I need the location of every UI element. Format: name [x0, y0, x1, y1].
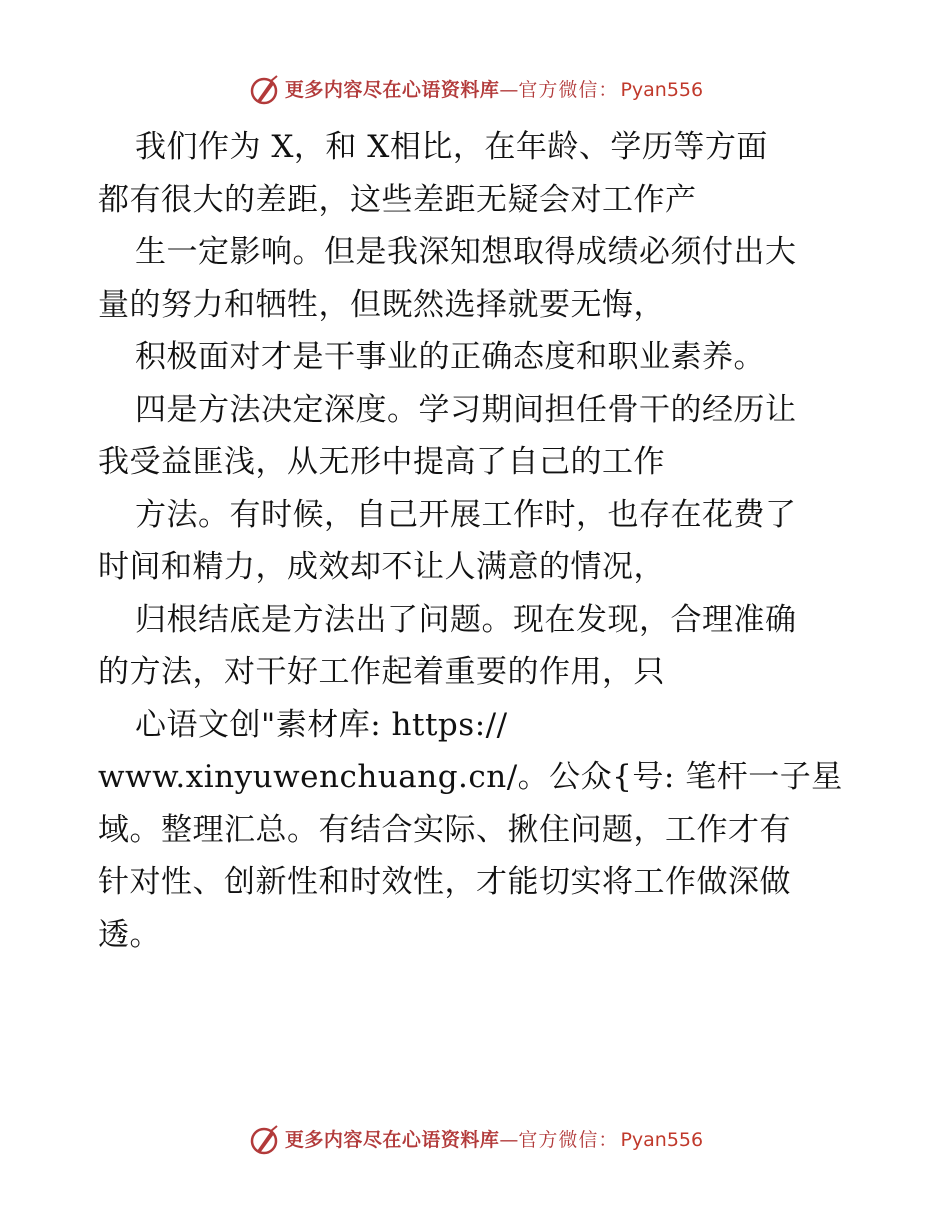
body-line: 我受益匪浅，从无形中提高了自己的工作 — [98, 444, 665, 480]
footer-banner-wechat-id: Pyan556 — [620, 1129, 704, 1151]
header-banner-separator: — — [499, 79, 519, 101]
body-line: 时间和精力，成效却不让人满意的情况， — [98, 549, 665, 585]
body-line: 的方法，对干好工作起着重要的作用，只 — [98, 654, 665, 690]
footer-banner-wechat-label: 官方微信： — [518, 1129, 619, 1151]
body-line: www.xinyuwenchuang.cn/。公众{号: 笔杆一子星 — [98, 759, 843, 795]
body-line: 域。整理汇总。有结合实际、揪住问题，工作才有 — [98, 811, 791, 848]
body-line: 四是方法决定深度。学习期间担任骨干的经历让 — [135, 391, 797, 428]
document-body — [98, 121, 858, 961]
header-banner-main-text: 更多内容尽在心语资料库 — [284, 79, 500, 101]
body-line: 量的努力和牺牲，但既然选择就要无悔， — [98, 286, 665, 323]
quill-pen-logo-icon — [247, 1123, 281, 1157]
body-line: 都有很大的差距，这些差距无疑会对工作产 — [98, 181, 697, 218]
body-line: 针对性、创新性和时效性，才能切实将工作做深做 — [98, 864, 791, 900]
header-banner-wechat-label: 官方微信： — [518, 79, 619, 101]
footer-banner — [0, 1120, 950, 1160]
body-line: 方法。有时候，自己开展工作时，也存在花费了 — [135, 496, 797, 533]
body-line: 心语文创"素材库: https:// — [135, 706, 508, 743]
body-line: 透。 — [98, 916, 161, 953]
body-line: 生一定影响。但是我深知想取得成绩必须付出大 — [135, 234, 797, 270]
footer-banner-separator: — — [499, 1129, 519, 1151]
body-line: 我们作为 X，和 X相比，在年龄、学历等方面 — [135, 129, 768, 165]
body-line: 归根结底是方法出了问题。现在发现，合理准确 — [135, 601, 797, 638]
quill-pen-logo-icon — [247, 73, 281, 107]
body-line: 积极面对才是干事业的正确态度和职业素养。 — [135, 339, 765, 375]
footer-banner-main-text: 更多内容尽在心语资料库 — [284, 1129, 500, 1151]
header-banner-wechat-id: Pyan556 — [620, 79, 704, 101]
header-banner — [0, 70, 950, 110]
